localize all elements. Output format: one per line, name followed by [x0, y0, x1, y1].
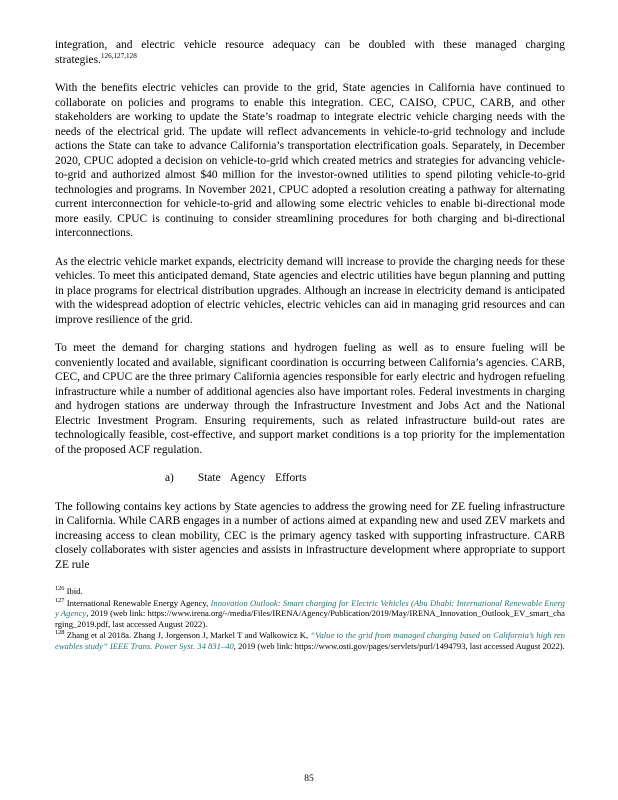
footnote-127 [55, 598, 565, 630]
footnote-126-marker: 126 [55, 585, 65, 593]
footnote-127-text-pre: International Renewable Energy Agency, [66, 597, 211, 608]
footnote-128-citation-title: “Value to the grid from managed charging based on California’s high renewables study” IEEE Trans. Power Syst. 34 831–40 [55, 630, 565, 651]
paragraph-continuation [55, 38, 565, 67]
footnote-127-marker: 127 [55, 596, 65, 604]
section-heading-title: State Agency Efforts [197, 472, 307, 484]
paragraph-continuation-text: integration, and electric vehicle resource adequacy can be doubled with these managed charging strategies. [55, 39, 565, 66]
page-number: 85 [304, 774, 314, 784]
paragraph-agency-coordination: To meet the demand for charging stations and hydrogen fueling as well as to ensure fueling will be conveniently located and available, significant coordination is occurring between California’s agencies. CARB, CEC, and CPUC are the three primary California agencies responsible for early electric and hydrogen refueling infrastructure while a number of additional agencies also have important roles. Federal investments in charging and hydrogen stations are underway through the Infrastructure Investment and Jobs Act and the National Electric Investment Program. Ensuring requirements, such as related infrastructure build-out rates are technologically feasible, cost-effective, and support market conditions is a top priority for the implementation of the proposed ACF regulation. [55, 342, 565, 456]
footnote-126-text: Ibid. [66, 586, 83, 596]
footnote-reference-markers: 126,127,128 [100, 51, 137, 60]
paragraph-electricity-demand: As the electric vehicle market expands, electricity demand will increase to provide the charging needs for these vehicles. To meet this anticipated demand, State agencies and electric utilities have begun planning and putting in place programs for electrical distribution upgrades. Although an increase in electricity demand is anticipated with the widespread adoption of electric vehicles, electric vehicles can aid in managing grid resources and can improve resilience of the grid. [55, 255, 565, 326]
section-heading-label: a) [165, 472, 174, 484]
footnotes-section [55, 586, 565, 652]
footnote-128-text-pre: Zhang et al 2018a. Zhang J, Jorgenson J, Markel T and Walkowicz K, [66, 630, 311, 641]
footnote-128-marker: 128 [55, 629, 65, 637]
footnote-127-citation-title: Innovation Outlook: Smart charging for Electric Vehicles (Abu Dhabi: International Renewable Energy Agency [55, 597, 565, 619]
footnote-128-text-post: , 2019 (web link: https://www.osti.gov/pages/servlets/purl/1494793, last accessed August 2022). [233, 640, 565, 651]
footnote-127-text-post: , 2019 (web link: https://www.irena.org/-/media/Files/IRENA/Agency/Publication/2019/May/IRENA_Innovation_Outlook_EV_smart_charging_2019.pdf, last accessed August 2022). [55, 608, 565, 629]
footnote-126 [55, 586, 565, 597]
section-heading [165, 471, 565, 486]
paragraph-grid-collaboration: With the benefits electric vehicles can provide to the grid, State agencies in California have continued to collaborate on policies and programs to enable this integration. CEC, CAISO, CPUC, CARB, and other stakeholders are working to update the State’s roadmap to integrate electric vehicle charging needs with the needs of the electrical grid. The update will reflect advancements in vehicle-to-grid technology and include actions the State can take to advance California’s transportation electrification goals. Separately, in December 2020, CPUC adopted a decision on vehicle-to-grid which created metrics and strategies for advancing vehicle-to-grid and authorized almost $40 million for the investor-owned utilities to spend piloting vehicle-to-grid technologies and programs. In November 2021, CPUC adopted a resolution creating a pathway for alternating current interconnection for vehicle-to-grid and allowing some electric vehicles to enable bi-directional mode more easily. CPUC is continuing to consider streamlining procedures for both charging and bi-directional interconnections. [55, 82, 565, 239]
footnote-128 [55, 630, 565, 651]
paragraph-state-agency-actions: The following contains key actions by State agencies to address the growing need for ZE fueling infrastructure in California. While CARB engages in a number of actions aimed at expanding new and used ZEV markets and increasing access to clean mobility, CEC is the primary agency tasked with supporting infrastructure. CARB closely collaborates with sister agencies and assists in infrastructure development where appropriate to support ZE rule [55, 500, 565, 571]
